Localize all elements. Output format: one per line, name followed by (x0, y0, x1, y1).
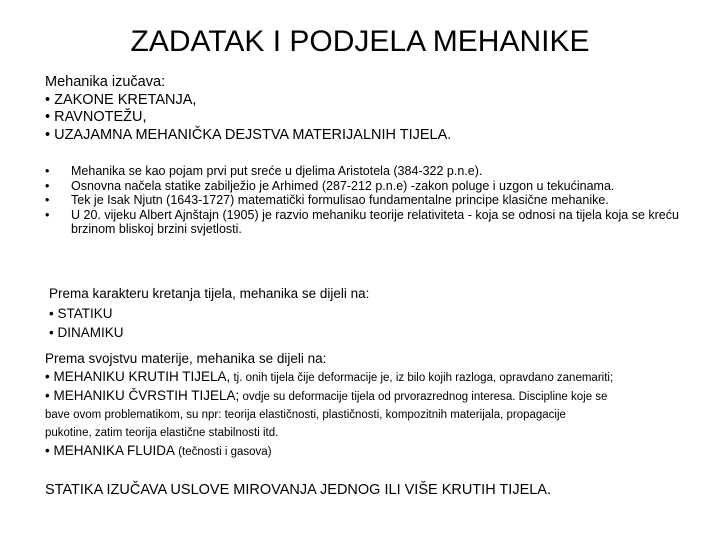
matter-division-heading: Prema svojstvu materije, mehanika se dijeli na: (45, 351, 327, 366)
solid-bodies-detail: ovdje su deformacije tijela od prvorazrednog interesa. Discipline koje se (239, 391, 608, 403)
motion-division-item: • DINAMIKU (49, 325, 124, 340)
history-text: U 20. vijeku Albert Ajnštajn (1905) je razvio mehaniku teorije relativiteta - koja se odnosi na tijela koja se kreću brzinom bliskoj brzini svjetlosti. (71, 207, 679, 237)
bullet: • (45, 178, 50, 193)
bullet: • (45, 164, 50, 178)
solid-bodies-item (45, 387, 613, 406)
history-item (45, 208, 685, 237)
history-text: Mehanika se kao pojam prvi put sreće u djelima Aristotela (384-322 p.n.e). (71, 164, 483, 178)
intro-item: • ZAKONE KRETANJA, (45, 91, 197, 108)
slide-title: ZADATAK I PODJELA MEHANIKE (130, 25, 590, 58)
history-item (45, 193, 685, 208)
matter-division-section (45, 350, 613, 461)
history-item (45, 164, 685, 179)
motion-division-heading: Prema karakteru kretanja tijela, mehanika se dijeli na: (49, 286, 370, 301)
intro-heading: Mehanika izučava: (45, 74, 166, 90)
motion-division-item: • STATIKU (49, 305, 113, 321)
fluid-label: • MEHANIKA FLUIDA (45, 443, 176, 458)
intro-item: • RAVNOTEŽU, (45, 109, 147, 125)
history-text: Osnovna načela statike zabilježio je Arhimed (287-212 p.n.e) -zakon poluge i uzgon u tekućinama. (71, 178, 615, 193)
intro-item: • UZAJAMNA MEHANIČKA DEJSTVA MATERIJALNIH TIJELA. (45, 126, 452, 143)
history-list (45, 164, 685, 237)
rigid-bodies-item (45, 368, 613, 387)
fluid-detail: (tečnosti i gasova) (175, 446, 272, 458)
history-item (45, 179, 685, 194)
history-text: Tek je Isak Njutn (1643-1727) matematički formulisao fundamentalne principe klasične mehanike. (71, 193, 609, 208)
solid-bodies-detail: pukotine, zatim teorija elastične stabilnosti itd. (45, 427, 279, 439)
statika-statement: STATIKA IZUČAVA USLOVE MIROVANJA JEDNOG ILI VIŠE KRUTIH TIJELA. (45, 482, 552, 498)
rigid-bodies-label: • MEHANIKU KRUTIH TIJELA, (45, 369, 231, 384)
solid-bodies-label: • MEHANIKU ČVRSTIH TIJELA; (45, 388, 240, 403)
solid-bodies-detail: bave ovom problematikom, su npr: teorija elastičnosti, plastičnosti, kompozitnih materijala, propagacije (45, 409, 566, 421)
intro-section (45, 74, 451, 144)
bullet: • (45, 193, 50, 208)
bullet: • (45, 207, 50, 222)
motion-division-section (49, 284, 369, 343)
fluid-item (45, 442, 613, 461)
rigid-bodies-detail: tj. onih tijela čije deformacije je, iz bilo kojih razloga, opravdano zanemariti; (230, 372, 614, 384)
